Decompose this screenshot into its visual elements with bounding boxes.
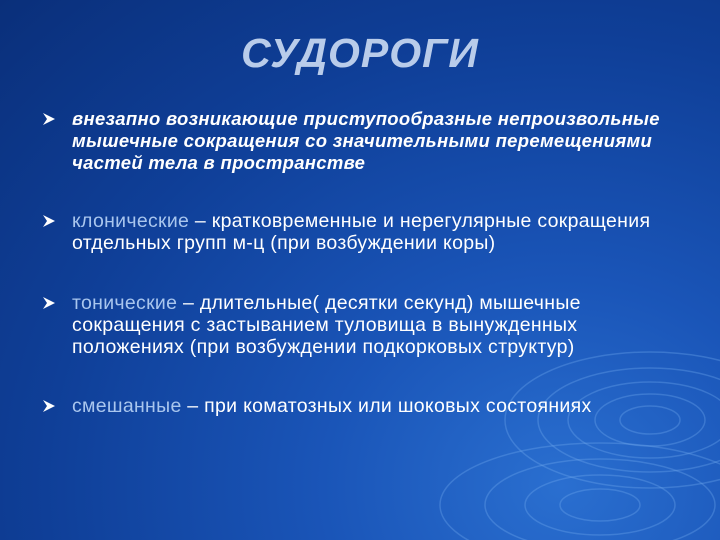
bullet-item-definition [42,108,672,174]
bullet-list [42,108,672,417]
arrowhead-bullet-icon [42,296,56,310]
bullet-item-mixed [42,395,672,417]
bullet-item-tonic [42,292,672,358]
slide-title: СУДОРОГИ [241,30,479,76]
bullet-item-clonic [42,210,672,254]
bullet-term: клонические [72,210,190,232]
arrowhead-bullet-icon [42,399,56,413]
bullet-text: – длительные( десятки секунд) мышечные сокращения с застыванием туловища в вынужденных положениях (при возбуждении подкорковых структур) [72,292,581,358]
arrowhead-bullet-icon [42,112,56,126]
bullet-text: внезапно возникающие приступообразные непроизвольные мышечные сокращения со значительными перемещениями частей тела в пространстве [72,108,660,173]
bullet-text: – при коматозных или шоковых состояниях [181,395,592,417]
arrowhead-bullet-icon [42,214,56,228]
bullet-term: тонические [72,292,178,314]
bullet-text: – кратковременные и нерегулярные сокращения отдельных групп м-ц (при возбуждении коры) [72,210,651,254]
bullet-term: смешанные [72,395,182,417]
